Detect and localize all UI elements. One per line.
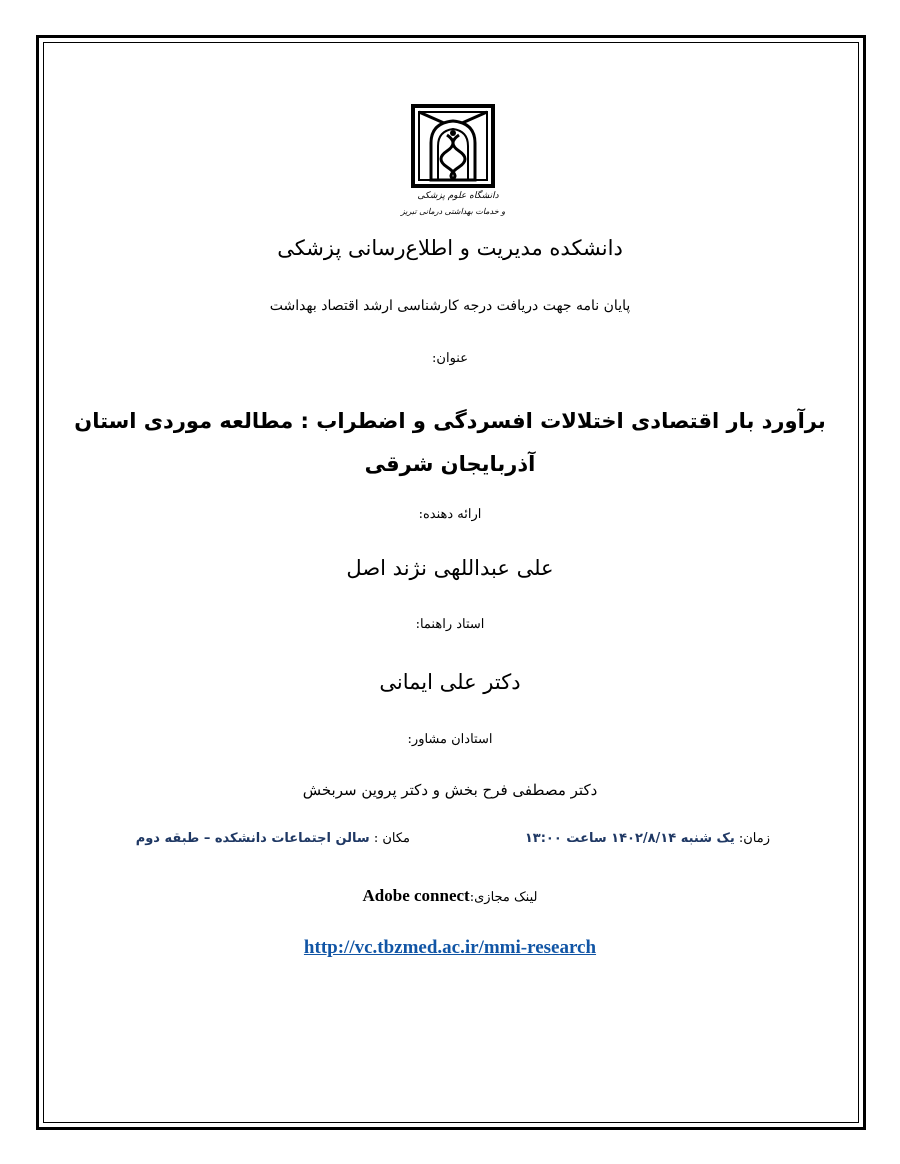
supervisor-name: دکتر علی ایمانی (379, 670, 521, 694)
thesis-title-line2: آذربایجان شرقی (364, 452, 536, 476)
defense-place (110, 831, 410, 846)
university-emblem-icon (398, 103, 508, 221)
place-value: سالن اجتماعات دانشکده – طبقه دوم (135, 831, 370, 846)
time-value: یک شنبه ۱۴۰۲/۸/۱۴ ساعت ۱۳:۰۰ (524, 831, 735, 846)
online-link-label: لینک مجازی: (469, 890, 538, 905)
advisors-names: دکتر مصطفی فرح بخش و دکتر پروین سربخش (302, 781, 598, 799)
supervisor-label: استاد راهنما: (415, 617, 485, 632)
advisors-label: استادان مشاور: (407, 732, 493, 747)
thesis-title-line1: برآورد بار اقتصادی اختلالات افسردگی و اضطراب : مطالعه موردی استان (74, 409, 826, 433)
faculty-name: دانشکده مدیریت و اطلاع‌رسانی پزشکی (277, 236, 623, 260)
presenter-name: علی عبداللهی نژند اصل (346, 556, 554, 580)
title-label: عنوان: (432, 351, 468, 366)
defense-time (500, 831, 770, 846)
time-label: زمان: (738, 831, 770, 846)
online-link-row (0, 886, 900, 906)
presenter-label: ارائه دهنده: (418, 507, 482, 522)
thesis-title (0, 400, 900, 486)
logo-caption-line2: و خدمات بهداشتی درمانی تبریز (400, 207, 506, 216)
platform-name: Adobe connect (362, 886, 470, 905)
meeting-url-link[interactable]: http://vc.tbzmed.ac.ir/mmi-research (303, 937, 597, 958)
place-label: مکان : (373, 831, 410, 846)
logo-caption-line1: دانشگاه علوم پزشکی (417, 191, 499, 201)
degree-statement: پایان نامه جهت دریافت درجه کارشناسی ارشد اقتصاد بهداشت (269, 298, 631, 314)
